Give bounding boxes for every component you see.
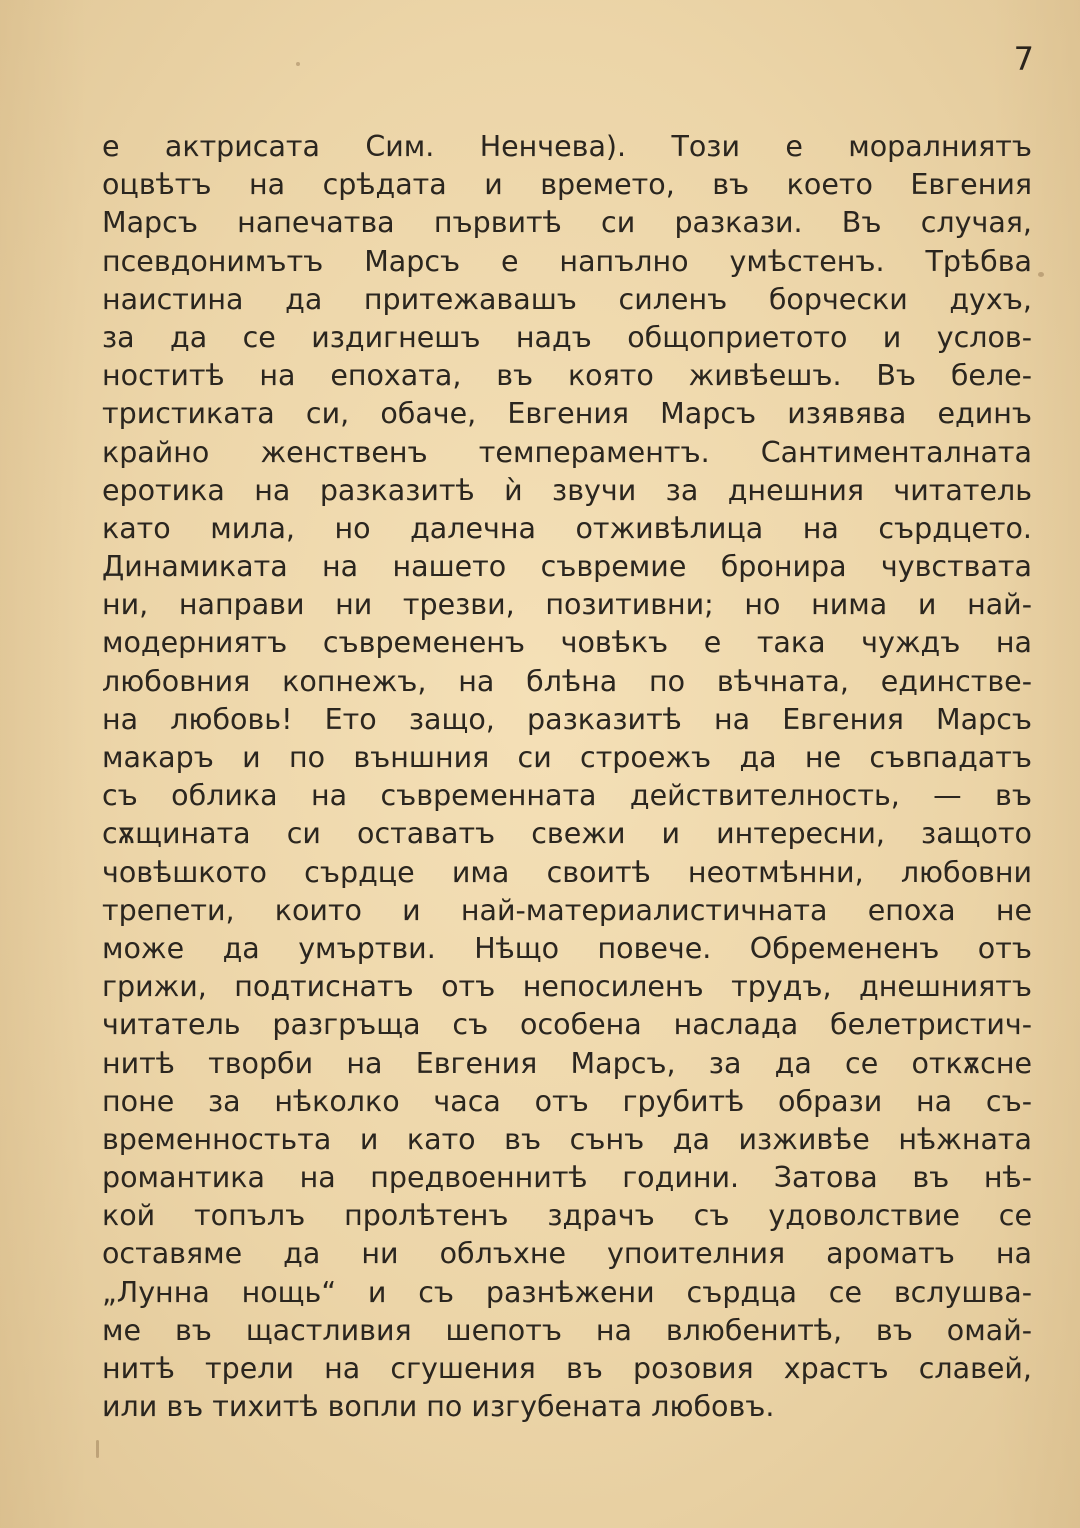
text-line: Динамиката на нашето съвремие бронира чувствата <box>102 550 1032 584</box>
page-number: 7 <box>1013 40 1034 78</box>
text-line: „Лунна нощь“ и съ разнѣжени сърдца се вслушва- <box>102 1275 1032 1309</box>
body-text <box>102 128 1032 1426</box>
text-line: временностьта и като въ сънъ да изживѣе нѣжната <box>102 1122 1032 1156</box>
text-line: Марсъ напечатва първитѣ си разкази. Въ случая, <box>102 206 1032 240</box>
text-line: ни, направи ни трезви, позитивни; но нима и най- <box>102 588 1032 622</box>
text-line-last: или въ тихитѣ вопли по изгубената любовъ. <box>102 1390 775 1424</box>
text-line: нитѣ творби на Евгения Марсъ, за да се откѫсне <box>102 1046 1032 1080</box>
text-line: крайно женственъ темпераментъ. Сантименталната <box>102 435 1032 469</box>
text-line: съ облика на съвременната действителность, — въ <box>102 779 1032 813</box>
text-line: сѫщината си оставатъ свежи и интересни, защото <box>102 817 1032 851</box>
text-line: модерниятъ съвремененъ човѣкъ е така чуждъ на <box>102 626 1032 660</box>
text-line: оставяме да ни облъхне упоителния ароматъ на <box>102 1237 1032 1271</box>
text-line: романтика на предвоеннитѣ години. Затова въ нѣ- <box>102 1161 1032 1195</box>
text-line: любовния копнежъ, на блѣна по вѣчната, единстве- <box>102 664 1032 698</box>
text-line: ноститѣ на епохата, въ която живѣешъ. Въ беле- <box>102 359 1032 393</box>
text-line: трепети, които и най-материалистичната епоха не <box>102 893 1032 927</box>
paper-speck <box>96 1440 99 1458</box>
text-line: за да се издигнешъ надъ общоприетото и услов- <box>102 320 1032 354</box>
text-line: на любовь! Ето защо, разказитѣ на Евгения Марсъ <box>102 702 1032 736</box>
paper-speck <box>296 62 300 66</box>
text-line: като мила, но далечна отживѣлица на сърдцето. <box>102 511 1032 545</box>
text-line: грижи, подтиснатъ отъ непосиленъ трудъ, днешниятъ <box>102 970 1032 1004</box>
text-line: кой топълъ пролѣтенъ здрачъ съ удоволствие се <box>102 1199 1032 1233</box>
text-line: човѣшкото сърдце има своитѣ неотмѣнни, любовни <box>102 855 1032 889</box>
paper-speck <box>1038 272 1044 277</box>
text-line: ме въ щастливия шепотъ на влюбенитѣ, въ омай- <box>102 1313 1032 1347</box>
text-line: може да умъртви. Нѣщо повече. Обремененъ отъ <box>102 931 1032 965</box>
text-line: читатель разгръща съ особена наслада белетристич- <box>102 1008 1032 1042</box>
text-line: поне за нѣколко часа отъ грубитѣ образи на съ- <box>102 1084 1032 1118</box>
text-line: оцвѣтъ на срѣдата и времето, въ което Евгения <box>102 168 1032 202</box>
text-line: еротика на разказитѣ ѝ звучи за днешния читатель <box>102 473 1032 507</box>
text-line: макаръ и по външния си строежъ да не съвпадатъ <box>102 741 1032 774</box>
text-line: е актрисата Сим. Ненчева). Този е моралниятъ <box>102 130 1032 163</box>
text-line: тристиката си, обаче, Евгения Марсъ изявява единъ <box>102 397 1032 431</box>
text-line: псевдонимътъ Марсъ е напълно умѣстенъ. Трѣбва <box>102 244 1032 278</box>
text-line: нитѣ трели на сгушения въ розовия храстъ славей, <box>102 1352 1032 1385</box>
text-line: наистина да притежавашъ силенъ борчески духъ, <box>102 282 1032 316</box>
